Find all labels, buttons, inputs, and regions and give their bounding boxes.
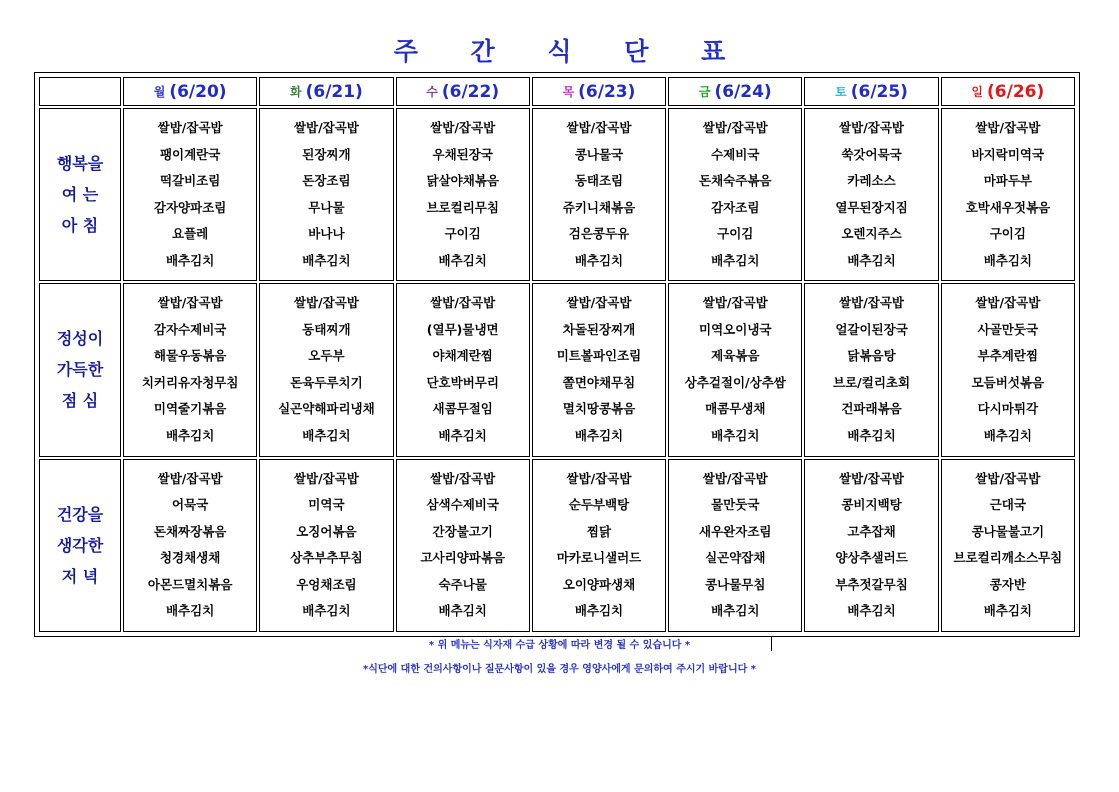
day-date: (6/20)	[169, 81, 227, 102]
menu-cell	[668, 459, 802, 632]
menu-cell	[396, 108, 530, 281]
menu-item: 단호박버무리	[426, 374, 499, 390]
text-cursor	[771, 636, 772, 651]
meal-row-breakfast	[39, 108, 1075, 281]
menu-item: 쌀밥/잡곡밥	[975, 120, 1041, 136]
menu-item: 콩나물불고기	[971, 523, 1045, 539]
menu-item: 사골만둣국	[977, 321, 1039, 337]
menu-item: 배추김치	[165, 603, 215, 619]
menu-item: 배추김치	[302, 603, 351, 619]
menu-item: 쌀밥/잡곡밥	[839, 295, 905, 311]
menu-cell	[259, 459, 393, 632]
menu-item: 배추김치	[711, 603, 760, 619]
menu-cell	[941, 108, 1075, 281]
menu-item: 배추김치	[711, 252, 760, 268]
menu-item: 카레소스	[847, 173, 896, 189]
menu-item: 검은콩두유	[568, 226, 630, 242]
menu-cell	[941, 283, 1075, 456]
menu-item: 우채된장국	[432, 146, 493, 162]
header-corner	[39, 77, 121, 106]
menu-cell	[532, 108, 666, 281]
weekday-icon: 월	[153, 85, 166, 99]
weekday-icon: 금	[698, 85, 711, 99]
menu-item: 쌀밥/잡곡밥	[157, 470, 223, 486]
menu-cell	[941, 459, 1075, 632]
menu-item: 멸치땅콩볶음	[562, 401, 636, 417]
menu-item: 매콤무생채	[705, 401, 766, 417]
menu-item: 배추김치	[302, 252, 351, 268]
menu-item: 감자양파조림	[153, 199, 227, 215]
menu-item: 감자수제비국	[153, 321, 227, 337]
menu-cell	[532, 459, 666, 632]
menu-item: 열무된장지짐	[835, 199, 908, 215]
day-date: (6/23)	[578, 81, 636, 102]
day-header	[259, 77, 393, 106]
day-header	[804, 77, 938, 106]
menu-cell	[804, 283, 938, 456]
menu-item: 쌀밥/잡곡밥	[293, 120, 359, 136]
menu-item: 상추부추무침	[290, 550, 363, 566]
menu-item: 간장불고기	[432, 523, 493, 539]
menu-item: 배추김치	[165, 252, 215, 268]
menu-cell	[668, 108, 802, 281]
menu-item: 배추김치	[847, 252, 896, 268]
menu-item: 실곤약해파리냉채	[278, 401, 375, 417]
menu-item: 쥬키니채볶음	[562, 199, 636, 215]
weekday-icon: 화	[290, 85, 302, 99]
menu-item: 수제비국	[711, 146, 760, 162]
menu-item: 쌀밥/잡곡밥	[702, 470, 768, 486]
meal-label	[39, 459, 121, 632]
menu-item: 쌀밥/잡곡밥	[975, 470, 1041, 486]
menu-item: 쌀밥/잡곡밥	[839, 120, 905, 136]
menu-cell	[532, 283, 666, 456]
menu-item: 얼갈이된장국	[835, 321, 908, 337]
menu-item: 배추김치	[438, 603, 487, 619]
menu-item: 배추김치	[574, 252, 624, 268]
menu-item: 숙주나물	[438, 576, 487, 592]
meal-label-line: 가득한	[56, 360, 104, 380]
menu-item: 돈육두루치기	[290, 374, 363, 390]
menu-cell	[804, 108, 938, 281]
menu-item: 근대국	[989, 497, 1026, 513]
meal-row-dinner	[39, 459, 1075, 632]
notice-menu-change: * 위 메뉴는 식자재 수급 상황에 따라 변경 될 수 있습니다 *	[428, 640, 691, 651]
meal-row-lunch	[39, 283, 1075, 456]
menu-item: 물만둣국	[711, 497, 760, 513]
menu-item: 쌀밥/잡곡밥	[975, 295, 1041, 311]
meal-label-line: 생각한	[56, 535, 104, 555]
menu-item: 쌀밥/잡곡밥	[430, 470, 496, 486]
menu-item: 쌀밥/잡곡밥	[157, 120, 223, 136]
menu-item: 오렌지주스	[841, 226, 902, 242]
menu-cell	[396, 459, 530, 632]
meal-label-line: 저 녁	[61, 566, 99, 586]
menu-item: 바지락미역국	[971, 146, 1045, 162]
menu-item: 오이양파생채	[562, 576, 636, 592]
menu-item: 어묵국	[172, 497, 209, 513]
menu-item: 떡갈비조림	[159, 173, 221, 189]
menu-item: 브로컬리무침	[426, 199, 499, 215]
menu-item: 쌀밥/잡곡밥	[293, 295, 359, 311]
menu-item: 양상추샐러드	[835, 550, 908, 566]
menu-item: 쌀밥/잡곡밥	[702, 120, 768, 136]
menu-item: 차돌된장찌개	[562, 321, 636, 337]
menu-item: 마카로니샐러드	[556, 550, 642, 566]
menu-item: 부추젓갈무침	[835, 576, 908, 592]
menu-item: 부추계란찜	[977, 348, 1039, 364]
header-row	[39, 77, 1075, 106]
menu-item: 쌀밥/잡곡밥	[430, 120, 496, 136]
day-header	[396, 77, 530, 106]
menu-item: 닭살야채볶음	[426, 173, 499, 189]
weekday-icon: 일	[971, 85, 984, 99]
menu-item: 배추김치	[983, 252, 1032, 268]
menu-item: 미역오이냉국	[699, 321, 772, 337]
menu-cell	[123, 108, 257, 281]
weekday-icon: 수	[426, 85, 438, 99]
menu-item: (열무)물냉면	[426, 321, 499, 337]
menu-item: 쌀밥/잡곡밥	[566, 120, 632, 136]
meal-label	[39, 108, 121, 281]
page-title: 주 간 식 단 표	[393, 37, 748, 66]
meal-label-line: 정성이	[56, 329, 104, 349]
menu-item: 쫄면야채무침	[562, 374, 636, 390]
meal-label-line: 행복을	[56, 154, 104, 174]
menu-item: 실곤약잡채	[705, 550, 766, 566]
menu-item: 배추김치	[711, 427, 760, 443]
menu-item: 구이김	[989, 226, 1026, 242]
menu-item: 쌀밥/잡곡밥	[566, 470, 632, 486]
menu-item: 브로/컬리초회	[833, 374, 911, 390]
menu-item: 야채계란찜	[432, 348, 493, 364]
day-date: (6/24)	[714, 81, 772, 102]
menu-item: 배추김치	[983, 603, 1032, 619]
menu-item: 구이김	[717, 226, 754, 242]
menu-item: 치커리유자청무침	[141, 374, 239, 390]
meal-label-line: 아 침	[61, 216, 99, 236]
menu-item: 오징어볶음	[296, 523, 357, 539]
menu-item: 순두부백탕	[568, 497, 630, 513]
menu-item: 구이김	[444, 226, 481, 242]
menu-item: 우엉채조림	[296, 576, 357, 592]
menu-item: 요플레	[172, 226, 209, 242]
menu-item: 쌀밥/잡곡밥	[157, 295, 223, 311]
menu-item: 고사리양파볶음	[420, 550, 505, 566]
menu-item: 삼색수제비국	[426, 497, 499, 513]
meal-label	[39, 283, 121, 456]
menu-item: 건파래볶음	[841, 401, 902, 417]
meal-label-line: 점 심	[61, 391, 99, 411]
menu-item: 콩나물국	[574, 146, 624, 162]
menu-item: 고추잡채	[847, 523, 896, 539]
menu-item: 해물우동볶음	[153, 348, 227, 364]
day-date: (6/25)	[850, 81, 908, 102]
day-header	[532, 77, 666, 106]
menu-item: 미트볼파인조림	[556, 348, 642, 364]
menu-item: 배추김치	[165, 427, 215, 443]
menu-item: 콩나물무침	[705, 576, 766, 592]
menu-item: 무나물	[308, 199, 345, 215]
menu-item: 쌀밥/잡곡밥	[702, 295, 768, 311]
menu-item: 배추김치	[574, 427, 624, 443]
menu-item: 돈장조림	[302, 173, 351, 189]
menu-item: 팽이계란국	[159, 146, 221, 162]
day-header	[668, 77, 802, 106]
menu-item: 상추겉절이/상추쌈	[684, 374, 786, 390]
menu-item: 호박새우젓볶음	[965, 199, 1051, 215]
menu-item: 새콤무절임	[432, 401, 493, 417]
menu-item: 모듬버섯볶음	[971, 374, 1045, 390]
menu-cell	[804, 459, 938, 632]
menu-cell	[259, 108, 393, 281]
menu-item: 브로컬리깨소스무침	[953, 550, 1063, 566]
menu-item: 쌀밥/잡곡밥	[430, 295, 496, 311]
meal-label-line: 여 는	[61, 185, 99, 205]
menu-item: 배추김치	[574, 603, 624, 619]
menu-item: 동태조림	[574, 173, 624, 189]
weekday-icon: 목	[562, 85, 575, 99]
menu-item: 미역국	[308, 497, 345, 513]
menu-item: 배추김치	[983, 427, 1032, 443]
menu-item: 청경채생채	[159, 550, 221, 566]
menu-table-frame	[34, 72, 1080, 637]
menu-cell	[259, 283, 393, 456]
menu-item: 찜닭	[586, 523, 612, 539]
weekday-icon: 토	[835, 85, 847, 99]
day-date: (6/21)	[305, 81, 363, 102]
menu-item: 콩자반	[989, 576, 1026, 592]
menu-item: 쌀밥/잡곡밥	[839, 470, 905, 486]
notice-inquiry: *식단에 대한 건의사항이나 질문사항이 있을 경우 영양사에게 문의하여 주시기 바랍니다 *	[362, 664, 757, 675]
day-header	[123, 77, 257, 106]
menu-item: 쑥갓어묵국	[841, 146, 902, 162]
menu-item: 배추김치	[438, 252, 487, 268]
menu-item: 배추김치	[847, 427, 896, 443]
menu-item: 돈채숙주볶음	[699, 173, 772, 189]
menu-cell	[123, 459, 257, 632]
menu-item: 제육볶음	[711, 348, 760, 364]
menu-item: 쌀밥/잡곡밥	[566, 295, 632, 311]
menu-cell	[396, 283, 530, 456]
menu-item: 쌀밥/잡곡밥	[293, 470, 359, 486]
menu-item: 바나나	[308, 226, 345, 242]
menu-item: 동태찌개	[302, 321, 351, 337]
menu-item: 돈채짜장볶음	[153, 523, 227, 539]
menu-item: 새우완자조림	[699, 523, 772, 539]
menu-item: 된장찌개	[302, 146, 351, 162]
menu-item: 배추김치	[847, 603, 896, 619]
menu-cell	[123, 283, 257, 456]
menu-item: 미역줄기볶음	[153, 401, 227, 417]
menu-item: 배추김치	[438, 427, 487, 443]
menu-cell	[668, 283, 802, 456]
menu-item: 다시마튀각	[977, 401, 1039, 417]
menu-item: 감자조림	[711, 199, 760, 215]
menu-item: 닭볶음탕	[847, 348, 896, 364]
menu-item: 마파두부	[983, 173, 1032, 189]
menu-item: 오두부	[308, 348, 345, 364]
menu-item: 아몬드멸치볶음	[147, 576, 233, 592]
day-date: (6/22)	[441, 81, 500, 102]
day-header	[941, 77, 1075, 106]
menu-item: 배추김치	[302, 427, 351, 443]
menu-item: 콩비지백탕	[841, 497, 902, 513]
meal-label-line: 건강을	[56, 504, 104, 524]
day-date: (6/26)	[987, 81, 1045, 102]
weekly-menu-table	[37, 75, 1077, 634]
